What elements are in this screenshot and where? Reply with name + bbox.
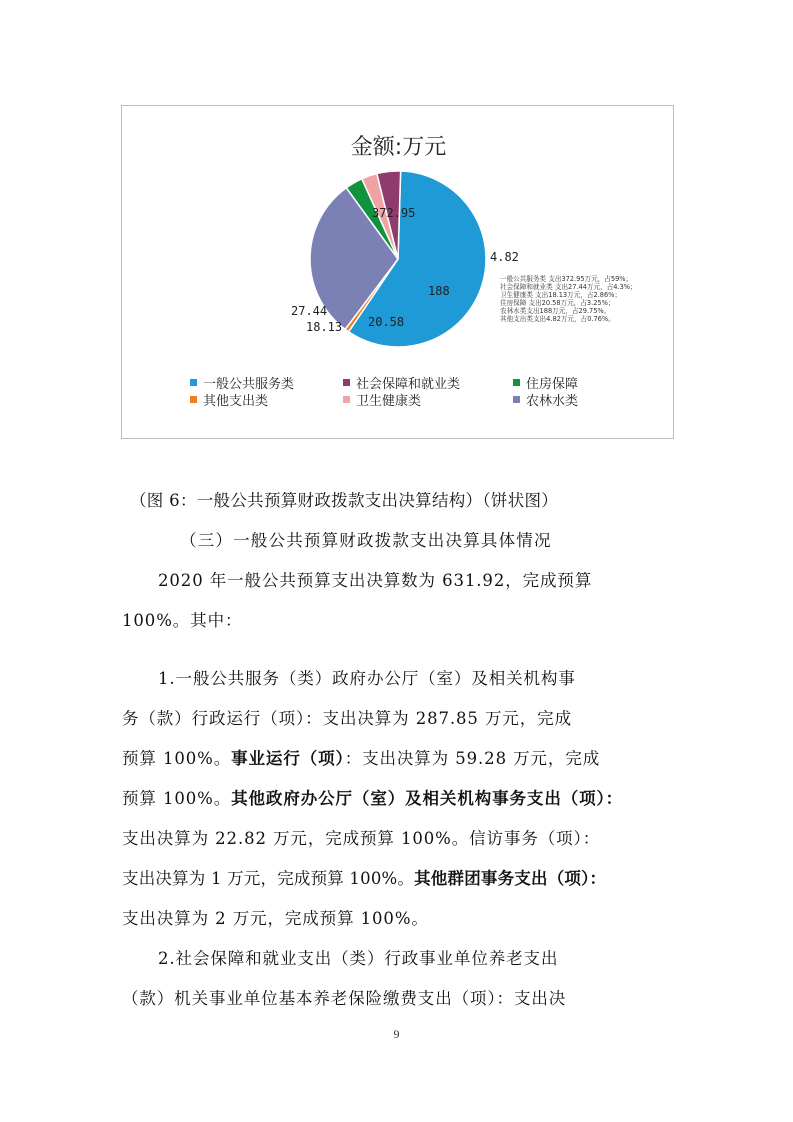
legend-swatch bbox=[343, 379, 350, 386]
pie-chart-figure bbox=[121, 105, 674, 439]
annotation-line: 卫生健康类 支出18.13万元，占2.86%； bbox=[500, 290, 622, 299]
legend-label: 农林水类 bbox=[526, 394, 579, 409]
page-number: 9 bbox=[393, 1027, 400, 1041]
legend-label: 卫生健康类 bbox=[356, 394, 422, 409]
text-run: ：支出决算为 59.28 万元，完成 bbox=[344, 749, 601, 768]
paragraph-line: 1.一般公共服务（类）政府办公厅（室）及相关机构事 bbox=[158, 669, 576, 688]
bold-text-run: 事业运行（项） bbox=[231, 749, 345, 768]
legend-item bbox=[343, 390, 421, 409]
slice-label-health: 18.13 bbox=[306, 320, 343, 334]
annotation-line: 社会保障和就业类 支出27.44万元，占4.3%； bbox=[500, 282, 637, 291]
legend-swatch bbox=[513, 396, 520, 403]
slice-label-general-public-services: 372.95 bbox=[372, 206, 416, 220]
paragraph-line: 务（款）行政运行（项）：支出决算为 287.85 万元，完成 bbox=[122, 709, 572, 728]
bold-text-run: 其他群团事务支出（项）： bbox=[414, 869, 607, 888]
legend-swatch bbox=[513, 379, 520, 386]
chart-annotation bbox=[500, 276, 637, 323]
text-run: 支出决算为 1 万元，完成预算 100%。 bbox=[122, 869, 415, 888]
paragraph-line: 支出决算为 22.82 万元，完成预算 100%。信访事务（项）： bbox=[122, 829, 601, 848]
text-run: 预算 100%。 bbox=[122, 749, 232, 768]
annotation-line: 住房保障 支出20.58万元，占3.25%； bbox=[500, 298, 615, 307]
intro-line: 2020 年一般公共预算支出决算数为 631.92，完成预算 bbox=[158, 571, 593, 590]
chart-title: 金额:万元 bbox=[350, 135, 447, 160]
bold-text-run: 其他政府办公厅（室）及相关机构事务支出（项）： bbox=[231, 789, 624, 808]
annotation-line: 其他支出类支出4.82万元，占0.76%。 bbox=[500, 314, 615, 323]
slice-label-social-security: 27.44 bbox=[291, 304, 328, 318]
paragraph-line bbox=[122, 865, 606, 889]
paragraph-line: 支出决算为 2 万元，完成预算 100%。 bbox=[122, 909, 429, 928]
legend-swatch bbox=[343, 396, 350, 403]
legend-swatch bbox=[190, 379, 197, 386]
slice-label-other-expenditure: 4.82 bbox=[490, 250, 519, 264]
paragraph-line bbox=[122, 785, 623, 809]
slice-label-housing-security: 20.58 bbox=[368, 315, 405, 329]
annotation-line: 农林水类支出188万元，占29.75%。 bbox=[500, 306, 611, 315]
legend-item bbox=[513, 390, 578, 409]
figure-caption: （图 6：一般公共预算财政拨款支出决算结构）（饼状图） bbox=[130, 491, 559, 510]
annotation-line: 一般公共服务类 支出372.95万元，占59%； bbox=[500, 275, 633, 283]
legend-label: 社会保障和就业类 bbox=[356, 377, 461, 392]
slice-label-agriculture-forestry-water: 188 bbox=[428, 284, 450, 298]
paragraph-line: 2.社会保障和就业支出（类）行政事业单位养老支出 bbox=[158, 949, 559, 968]
legend-item bbox=[190, 390, 268, 409]
paragraph-line: （款）机关事业单位基本养老保险缴费支出（项）：支出决 bbox=[122, 989, 567, 1008]
legend-label: 住房保障 bbox=[526, 377, 579, 392]
legend-swatch bbox=[190, 396, 197, 403]
intro-line: 100%。其中： bbox=[122, 611, 243, 630]
paragraph-line bbox=[122, 745, 600, 769]
legend-label: 其他支出类 bbox=[203, 394, 269, 409]
legend-label: 一般公共服务类 bbox=[203, 377, 295, 392]
text-run: 预算 100%。 bbox=[122, 789, 232, 808]
section-heading: （三）一般公共预算财政拨款支出决算具体情况 bbox=[180, 531, 552, 550]
